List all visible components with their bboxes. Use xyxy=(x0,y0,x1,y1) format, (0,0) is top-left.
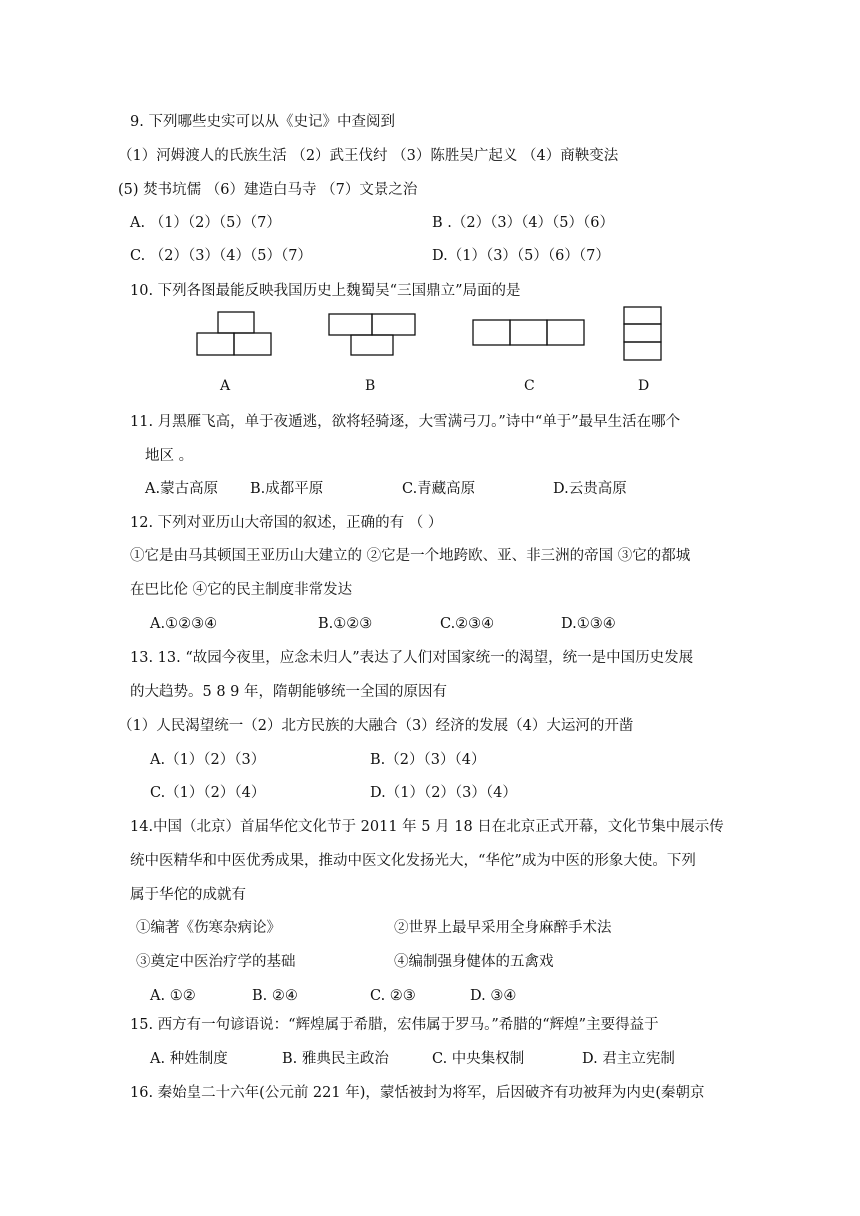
q12-option-b: B.①②③ xyxy=(318,616,373,632)
q15-option-b: B. 雅典民主政治 xyxy=(282,1051,389,1067)
q14-item-2: ②世界上最早采用全身麻醉手术法 xyxy=(394,920,612,936)
q13-stem: 13. 13. “故园今夜里，应念未归人”表达了人们对国家统一的渴望，统一是中国历史发展 xyxy=(130,650,694,666)
figure-a-pyramid xyxy=(196,311,274,357)
q9-stem: 9. 下列哪些史实可以从《史记》中查阅到 xyxy=(130,114,395,130)
q11-stem-cont: 地区 。 xyxy=(145,448,194,464)
q14-option-d: D. ③④ xyxy=(470,988,517,1004)
q9-items-line2: (5) 焚书坑儒 （6）建造白马寺 （7）文景之治 xyxy=(118,182,418,198)
q15-option-a: A. 种姓制度 xyxy=(150,1051,228,1067)
q12-option-a: A.①②③④ xyxy=(150,616,218,632)
q14-stem-cont2: 属于华佗的成就有 xyxy=(130,887,246,903)
figure-label-d: D xyxy=(638,378,650,394)
q15-option-c: C. 中央集权制 xyxy=(432,1051,525,1067)
q13-option-c: C.（1）（2）（4） xyxy=(150,785,266,801)
q14-option-b: B. ②④ xyxy=(252,988,298,1004)
q9-items-line1: （1）河姆渡人的氏族生活 （2）武王伐纣 （3）陈胜吴广起义 （4）商鞅变法 xyxy=(118,148,619,164)
q11-option-b: B.成都平原 xyxy=(250,481,324,497)
q14-option-c: C. ②③ xyxy=(370,988,416,1004)
q14-item-3: ③奠定中医治疗学的基础 xyxy=(136,954,296,970)
q12-option-c: C.②③④ xyxy=(440,616,495,632)
q11-option-d: D.云贵高原 xyxy=(553,481,627,497)
q11-stem: 11. 月黑雁飞高，单于夜遁逃，欲将轻骑逐，大雪满弓刀。”诗中“单于”最早生活在哪个 xyxy=(130,414,681,430)
figure-label-c: C xyxy=(524,378,535,394)
q9-option-a: A. （1）（2）（5）（7） xyxy=(130,215,281,231)
figure-b-inverted-pyramid xyxy=(328,313,418,357)
q12-stem: 12. 下列对亚历山大帝国的叙述，正确的有 （ ） xyxy=(130,515,443,531)
q9-option-c: C. （2）（3）（4）（5）（7） xyxy=(130,248,312,264)
q13-items: （1）人民渴望统一（2）北方民族的大融合（3）经济的发展（4）大运河的开凿 xyxy=(118,718,634,734)
q14-stem: 14.中国（北京）首届华佗文化节于 2011 年 5 月 18 日在北京正式开幕，文化节集中展示传 xyxy=(130,819,724,835)
figure-label-a: A xyxy=(220,378,231,394)
q12-option-d: D.①③④ xyxy=(561,616,616,632)
q9-option-b: B .（2）（3）（4）（5）（6） xyxy=(432,215,614,231)
q11-option-c: C.青藏高原 xyxy=(402,481,476,497)
q10-stem: 10. 下列各图最能反映我国历史上魏蜀吴“三国鼎立”局面的是 xyxy=(130,283,521,299)
q13-option-d: D.（1）（2）（3）（4） xyxy=(370,785,517,801)
q13-option-b: B.（2）（3）（4） xyxy=(370,752,486,768)
q15-stem: 15. 西方有一句谚语说：“辉煌属于希腊，宏伟属于罗马。”希腊的“辉煌”主要得益于 xyxy=(130,1017,659,1033)
q13-stem-cont: 的大趋势。5 8 9 年，隋朝能够统一全国的原因有 xyxy=(130,684,448,700)
q12-items-line1: ①它是由马其顿国王亚历山大建立的 ②它是一个地跨欧、亚、非三洲的帝国 ③它的都城 xyxy=(130,548,691,564)
q16-stem: 16. 秦始皇二十六年(公元前 221 年)，蒙恬被封为将军，后因破齐有功被拜为内史(秦朝京 xyxy=(130,1085,705,1101)
q14-stem-cont1: 统中医精华和中医优秀成果，推动中医文化发扬光大，“华佗”成为中医的形象大使。下列 xyxy=(130,853,696,869)
q9-option-d: D.（1）（3）（5）（6）（7） xyxy=(432,248,610,264)
q14-option-a: A. ①② xyxy=(150,988,196,1004)
q13-option-a: A.（1）（2）（3） xyxy=(150,752,266,768)
q12-items-line2: 在巴比伦 ④它的民主制度非常发达 xyxy=(130,582,353,598)
q14-item-1: ①编著《伤寒杂病论》 xyxy=(136,920,281,936)
figure-label-b: B xyxy=(365,378,376,394)
q14-item-4: ④编制强身健体的五禽戏 xyxy=(394,954,554,970)
q15-option-d: D. 君主立宪制 xyxy=(582,1051,675,1067)
figure-c-row xyxy=(472,319,586,347)
q11-option-a: A.蒙古高原 xyxy=(145,481,219,497)
figure-d-column xyxy=(623,306,663,362)
